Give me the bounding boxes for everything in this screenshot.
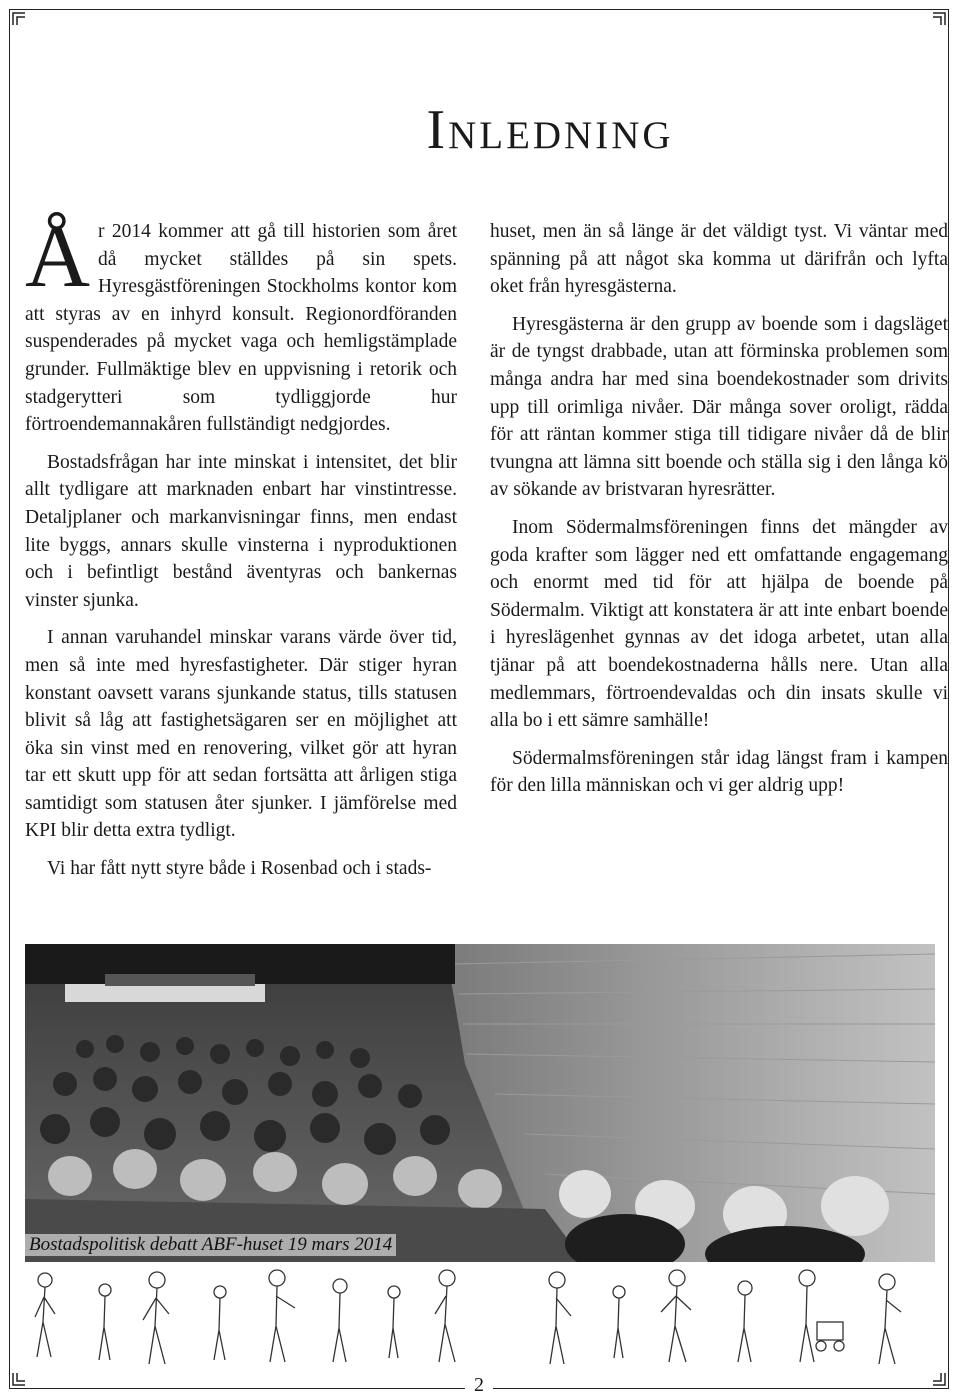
corner-ornament-icon bbox=[932, 1372, 946, 1386]
corner-ornament-icon bbox=[12, 1372, 26, 1386]
paragraph: Bostadsfrågan har inte minskat i intensitet, det blir allt tydligare att marknaden enbart har vinstintresse. Detaljplaner och markanvisningar finns, men endast lite byggs, annars skulle vinsterna i nyproduktionen och i befintligt bestånd äventyras och bankernas vinster sjunka. bbox=[25, 451, 457, 611]
paragraph: huset, men än så länge är det väldigt tyst. Vi väntar med spänning på att något ska komma ut därifrån och lyfta oket från hyresgästerna. bbox=[490, 221, 948, 298]
page-number: 2 bbox=[465, 1372, 493, 1398]
paragraph: Södermalmsföreningen står idag längst fram i kampen för den lilla människan och vi ger aldrig upp! bbox=[490, 747, 948, 797]
page-title: Inledning bbox=[426, 99, 674, 161]
left-column bbox=[25, 207, 457, 893]
paragraph: Inom Södermalmsföreningen finns det mängder av goda krafter som lägger ned ett omfattande engagemang och enormt med tid för att hjälpa de boende på Södermalm. Viktigt att konstatera är att inte enbart boende i hyreslägenhet gynnas av det idoga arbetet, utan alla tjänar på att boendekostnaderna hålls nere. Utan alla medlemmars, förtroendevaldas och din insats skulle vi alla bo i ett sämre samhälle! bbox=[490, 516, 948, 732]
walking-people-illustration bbox=[25, 1262, 935, 1372]
paragraph: Hyresgästerna är den grupp av boende som i dagsläget är de tyngst drabbade, utan att förminska problemen som många andra har med sina boendekostnader som drivits upp till orimliga nivåer. Där många sover oroligt, rädda för att räntan kommer stiga till tidigare nivåer då de blir tvungna att lämna sitt boende och ställa sig i den långa kö av sökande av bristvaran hyresrätter. bbox=[490, 313, 948, 501]
corner-ornament-icon bbox=[932, 12, 946, 26]
corner-ornament-icon bbox=[12, 12, 26, 26]
intro-text: r 2014 kommer att gå till historien som året då mycket ställdes på sin spets. Hyresgästföreningen Stockholms kontor kom att styras av en inhyrd konsult. Regionordföranden suspenderades på mycket vaga och hemligstämplade grunder. Fullmäktige blev en uppvisning i retorik och stadgerytteri som tydliggjorde hur förtroendemannakåren fullständigt nedgjordes. bbox=[25, 221, 457, 436]
right-column bbox=[490, 218, 948, 810]
paragraph: I annan varuhandel minskar varans värde över tid, men så inte med hyresfastigheter. Där stiger hyran konstant oavsett varans sjunkande status, tills statusen blivit så låg att fastighetsägaren ser en möjlighet att öka sin vinst med en renovering, vilket gör att hyran tar ett skutt upp för att sedan fortsätta att årligen stiga samtidigt som statusen åter sjunker. I jämförelse med KPI blir detta extra tydligt. bbox=[25, 627, 457, 842]
photo-caption: Bostadspolitisk debatt ABF-huset 19 mars 2014 bbox=[25, 1234, 396, 1256]
audience-photo bbox=[25, 944, 935, 1262]
drop-cap: Å bbox=[25, 207, 90, 306]
paragraph: Vi har fått nytt styre både i Rosenbad och i stads- bbox=[47, 858, 432, 880]
intro-paragraph bbox=[25, 207, 457, 439]
